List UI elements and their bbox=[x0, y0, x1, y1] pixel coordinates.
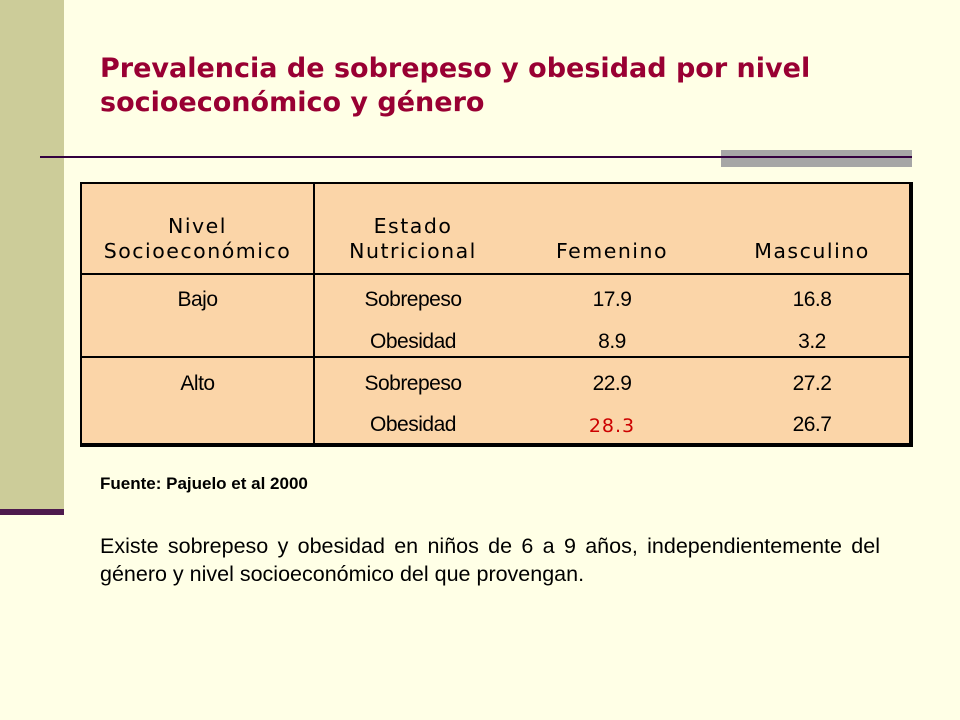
source-citation: Fuente: Pajuelo et al 2000 bbox=[100, 474, 308, 493]
row-masculino: 3.2 bbox=[798, 330, 826, 353]
header-masculino: Masculino bbox=[754, 239, 870, 263]
slide-title: Prevalencia de sobrepeso y obesidad por nivel socioeconómico y género bbox=[100, 53, 811, 118]
row-masculino: 27.2 bbox=[792, 372, 832, 395]
header-nivel bbox=[82, 214, 313, 264]
header-femenino: Femenino bbox=[555, 239, 669, 263]
title-divider-accent bbox=[721, 150, 912, 167]
row-estado: Obesidad bbox=[370, 413, 456, 436]
row-masculino: 16.8 bbox=[792, 288, 832, 311]
row-femenino: 22.9 bbox=[592, 372, 632, 395]
conclusion-text: Existe sobrepeso y obesidad en niños de 6 a 9 años, independientemente del género y nivel socioeconómico del que provengan. bbox=[100, 534, 880, 586]
header-estado bbox=[315, 214, 511, 264]
header-nivel-line2: Socioeconómico bbox=[103, 239, 292, 263]
header-nivel-line1: Nivel bbox=[168, 214, 227, 238]
row-estado: Sobrepeso bbox=[364, 288, 462, 311]
row-estado: Obesidad bbox=[370, 330, 456, 353]
header-separator bbox=[82, 273, 909, 275]
highlighted-value: 28.3 bbox=[588, 415, 636, 437]
row-femenino: 8.9 bbox=[598, 330, 626, 353]
row-nivel: Bajo bbox=[177, 288, 218, 311]
left-decorative-bar bbox=[0, 0, 64, 511]
group-separator bbox=[82, 356, 909, 358]
title-divider-line bbox=[40, 156, 721, 158]
row-nivel: Alto bbox=[180, 372, 215, 395]
row-masculino: 26.7 bbox=[792, 413, 832, 436]
left-bar-accent bbox=[0, 509, 64, 515]
prevalence-table bbox=[80, 182, 913, 447]
header-estado-line2: Nutricional bbox=[349, 239, 477, 263]
header-estado-line1: Estado bbox=[373, 214, 453, 238]
row-femenino: 17.9 bbox=[592, 288, 632, 311]
row-estado: Sobrepeso bbox=[364, 372, 462, 395]
